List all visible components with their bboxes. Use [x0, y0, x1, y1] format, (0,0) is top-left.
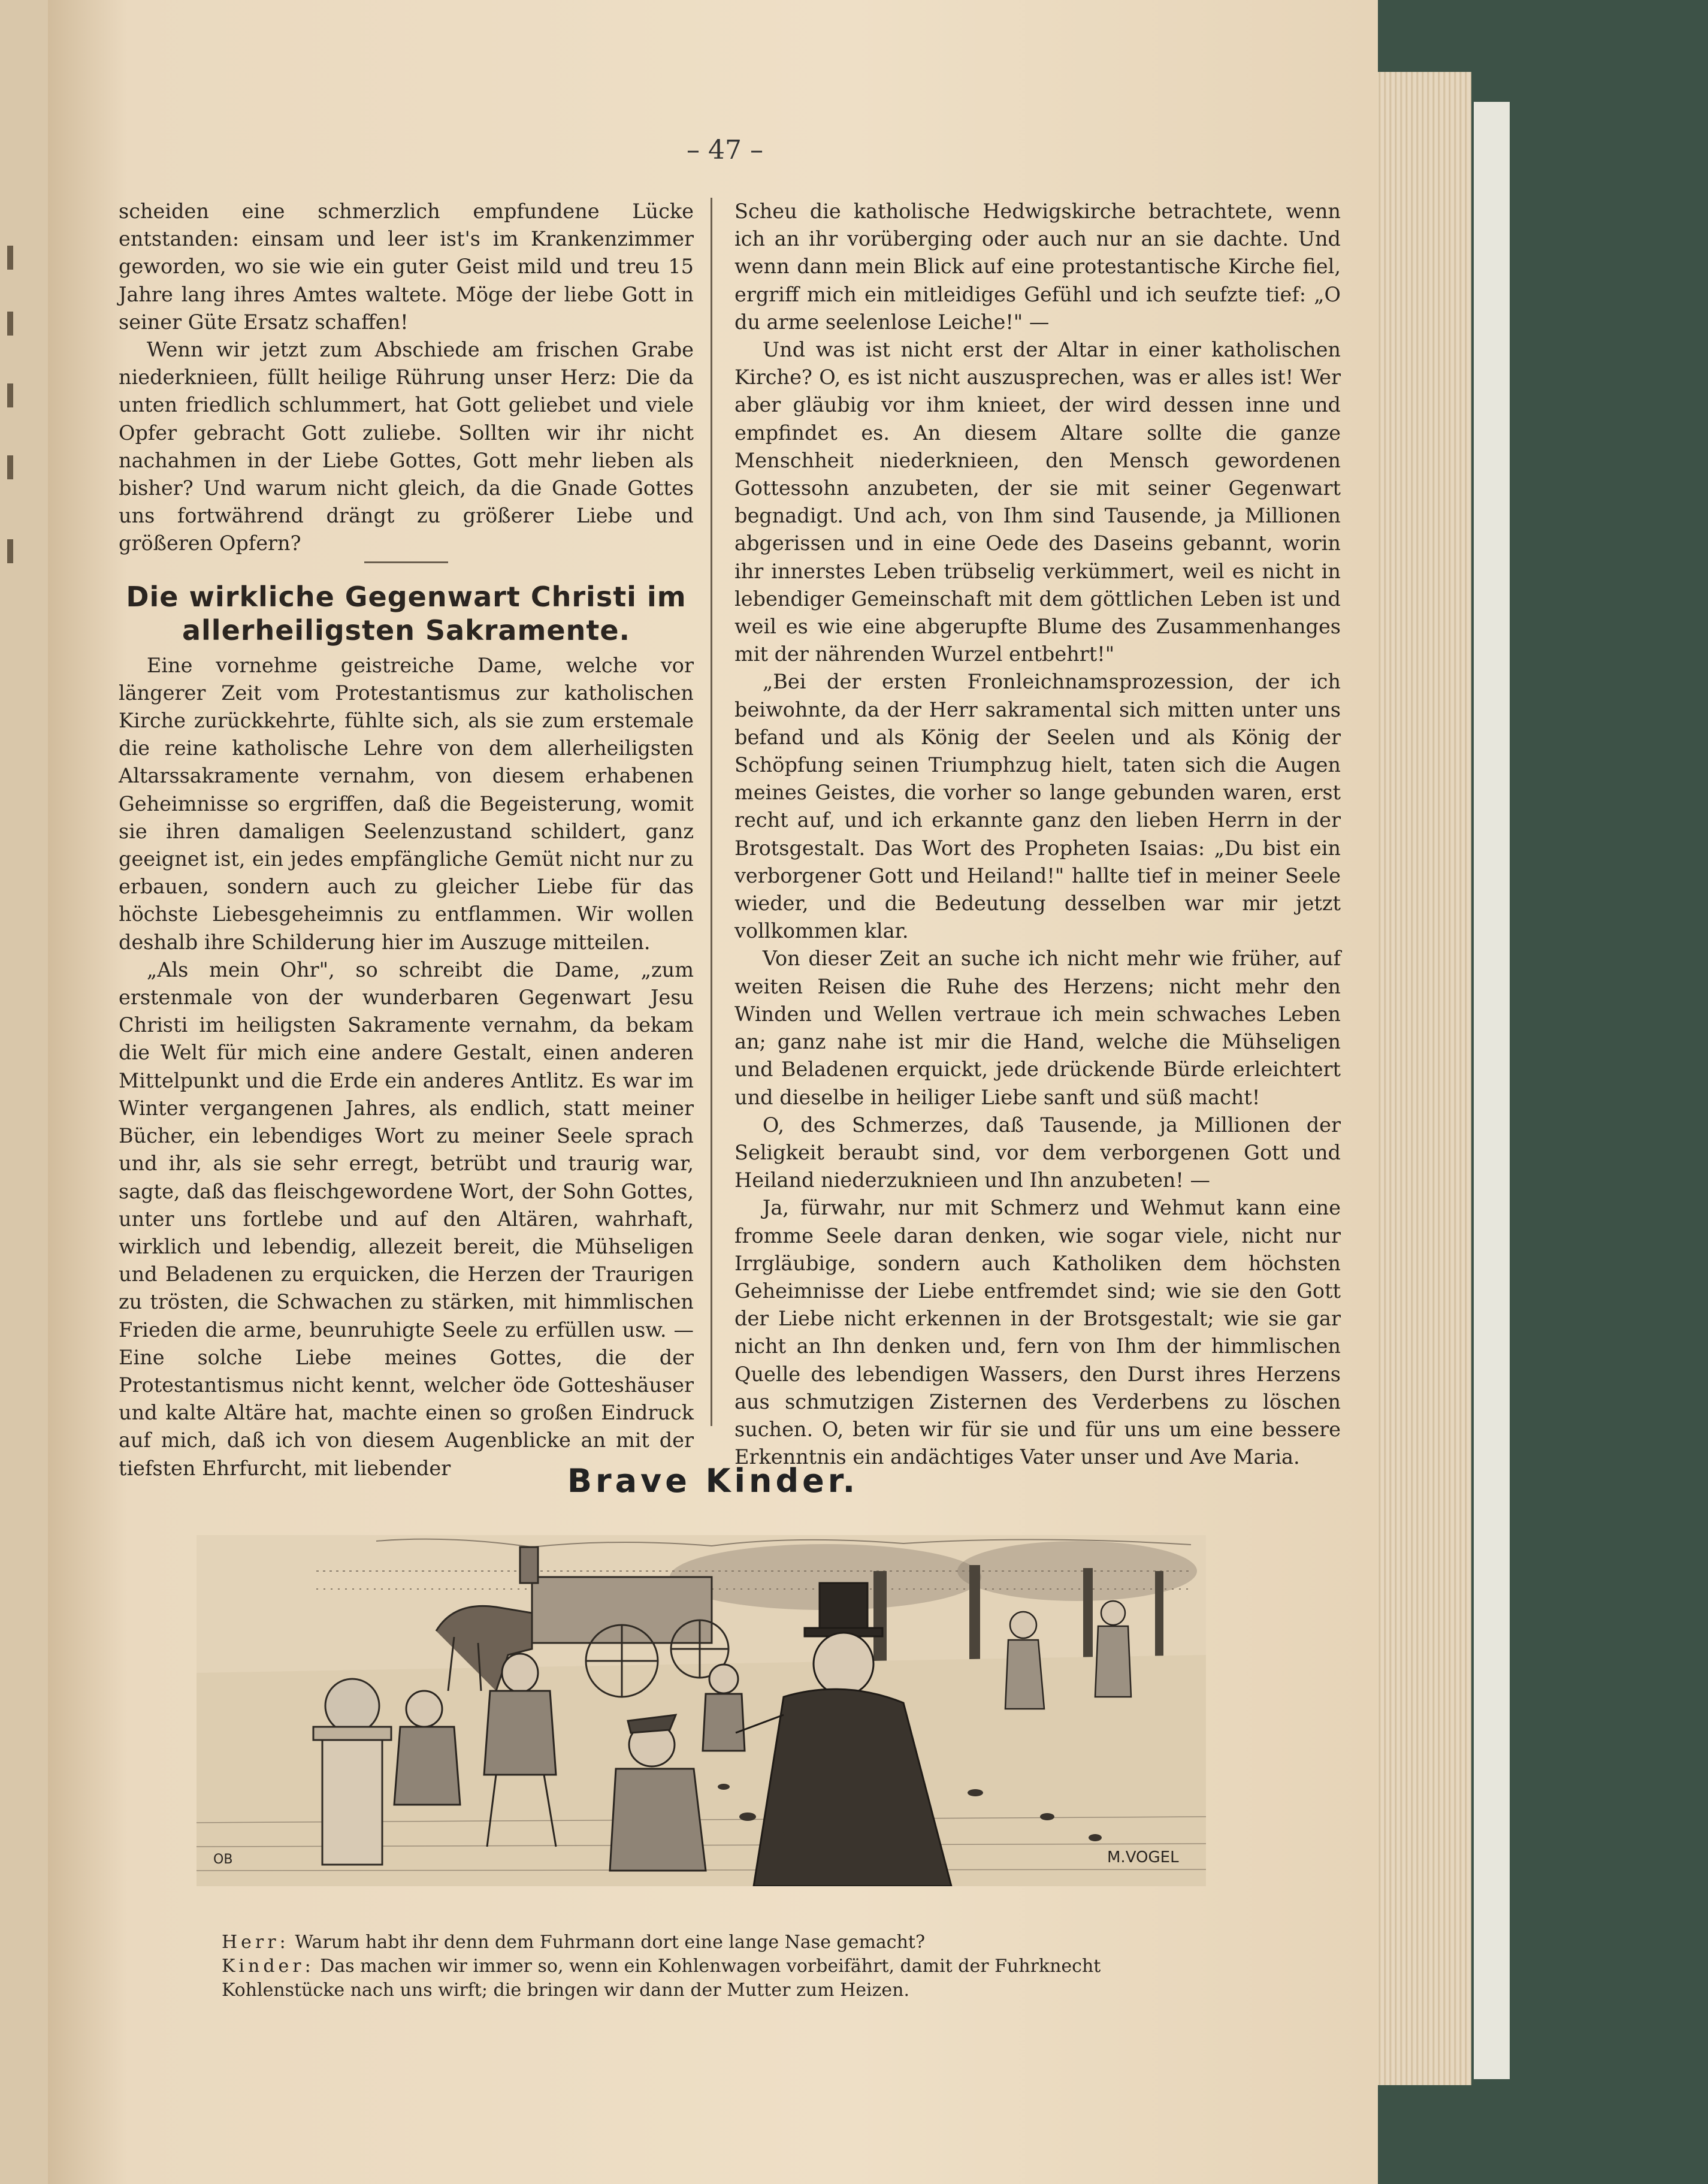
right-paragraph-3: „Bei der ersten Fronleichnamsprozession, der ich beiwohnte, da der Herr sakramental sich mitten unter uns befand und als König der Seelen und als König der Schöpfung seinen Triumphzug hielt, taten sich die Augen meines Geistes, die vorher so lange gebunden waren, erst recht auf, und ich erkannte ganz den lieben Herrn in der Brotsgestalt. Das Wort des Propheten Isaias: „Du bist ein verborgener Gott und Heiland!" hallte tief in meiner Seele wieder, und die Bedeutung desselben war mir jetzt vollkommen klar. [734, 670, 1341, 943]
engraver-monogram: OB [213, 1852, 233, 1867]
right-column [734, 198, 1341, 1471]
page-number: – 47 – [687, 135, 763, 165]
caption-text-1: Warum habt ihr denn dem Fuhrmann dort eine lange Nase gemacht? [295, 1932, 926, 1953]
caption-line-2 [222, 1955, 1204, 2002]
right-paragraph-5: O, des Schmerzes, daß Tausende, ja Millionen der Seligkeit beraubt sind, vor dem verborgenen Gott und Heiland niederzuknieen und Ihn anzubeten! — [734, 1113, 1341, 1192]
right-paragraph-1: Scheu die katholische Hedwigskirche betrachtete, wenn ich an ihr vorüberging oder auch nur an sie dachte. Und wenn dann mein Blick auf eine protestantische Kirche fiel, ergriff mich ein mitleidiges Gefühl und ich seufzte tief: „O du arme seelenlose Leiche!" — [734, 200, 1341, 334]
caption-speaker-2: Kinder: [222, 1956, 315, 1977]
page [48, 0, 1378, 2184]
article-heading: Die wirkliche Gegenwart Christi im allerheiligsten Sakramente. [126, 580, 687, 647]
right-paragraph-2: Und was ist nicht erst der Altar in einer katholischen Kirche? O, es ist nicht auszusprechen, was er alles ist! Wer aber gläubig vor ihm knieet, der wird dessen inne und empfindet es. An diesem Altare sollte die ganze Menschheit niederknieen, den Mensch gewordenen Gottessohn anzubeten, der sie mit seiner Gegenwart begnadigt. Und ach, von Ihm sind Tausende, ja Millionen abgerissen und in eine Oede des Daseins gebannt, worin ihr innerstes Leben trübselig verkümmert, weil es nicht in lebendiger Gemeinschaft mit dem göttlichen Leben ist und weil es wie eine abgerupfte Blume des Zusammenhanges mit der nährenden Wurzel entbehrt!" [734, 338, 1341, 666]
left-paragraph-2: Wenn wir jetzt zum Abschiede am frischen Grabe niederknieen, füllt heilige Rührung unser Herz: Die da unten friedlich schlummert, hat Gott geliebet und viele Opfer gebracht Gott zuliebe. Sollten wir ihr nicht nachahmen in der Liebe Gottes, Gott mehr lieben als bisher? Und warum nicht gleich, da die Gnade Gottes uns fortwährend drängt zu größerer Liebe und größeren Opfern? [119, 338, 694, 555]
column-rule [711, 198, 712, 1426]
illustration-caption [222, 1931, 1204, 2002]
illustration [197, 1535, 1206, 1886]
page-stack-edge [1376, 72, 1471, 2085]
illustration-title: Brave Kinder. [567, 1462, 859, 1500]
section-divider [364, 561, 448, 563]
left-paragraph-3: Eine vornehme geistreiche Dame, welche vor längerer Zeit vom Protestantismus zur katholischen Kirche zurückkehrte, fühlte sich, als sie zum erstemale die reine katholische Lehre von dem allerheiligsten Altarssakramente vernahm, von diesem erhabenen Geheimnisse so ergriffen, daß die Begeisterung, womit sie ihren damaligen Seelenzustand schildert, ganz geeignet ist, ein jedes empfängliche Gemüt nicht nur zu erbauen, sondern auch zu gleicher Liebe für das höchste Liebesgeheimnis zu entflammen. Wir wollen deshalb ihre Schilderung hier im Auszuge mitteilen. [119, 653, 694, 954]
right-paragraph-6: Ja, fürwahr, nur mit Schmerz und Wehmut kann eine fromme Seele daran denken, wie sogar viele, nicht nur Irrgläubige, sondern auch Katholiken dem höchsten Geheimnisse der Liebe entfremdet sind; wie sie den Gott der Liebe nicht erkennen in der Brotsgestalt; wie sie gar nicht an Ihn denken und, fern von Ihm der himmlischen Quelle des lebendigen Wassers, den Durst ihres Herzens aus schmutzigen Zisternen des Verderbens zu löschen suchen. O, beten wir für sie und für uns um eine bessere Erkenntnis ein andächtiges Vater unser und Ave Maria. [734, 1196, 1341, 1469]
illustrator-signature: M.VOGEL [1107, 1848, 1179, 1866]
left-column [119, 198, 694, 1482]
left-paragraph-1: scheiden eine schmerzlich empfundene Lücke entstanden: einsam und leer ist's im Krankenzimmer geworden, wo sie wie ein guter Geist mild und treu 15 Jahre lang ihres Amtes waltete. Möge der liebe Gott in seiner Güte Ersatz schaffen! [119, 200, 694, 334]
right-paragraph-4: Von dieser Zeit an suche ich nicht mehr wie früher, auf weiten Reisen die Ruhe des Herzens; nicht mehr den Winden und Wellen vertraue ich mein schwaches Leben an; ganz nahe ist mir die Hand, welche die Mühseligen und Beladenen erquickt, jede drückende Bürde erleichtert und dieselbe in heiliger Liebe sanft und süß macht! [734, 947, 1341, 1109]
caption-line-1 [222, 1931, 1204, 1955]
endpaper-strip [1474, 102, 1510, 2079]
caption-speaker-1: Herr: [222, 1932, 289, 1953]
left-paragraph-4: „Als mein Ohr", so schreibt die Dame, „zum erstenmale von der wunderbaren Gegenwart Jesu Christi im heiligsten Sakramente vernahm, da bekam die Welt für mich eine andere Gestalt, einen anderen Mittelpunkt und die Erde ein anderes Antlitz. Es war im Winter vergangenen Jahres, als endlich, statt meiner Bücher, ein lebendiges Wort zu meiner Seele sprach und ihr, als sie sehr erregt, betrübt und traurig war, sagte, daß das fleischgewordene Wort, der Sohn Gottes, unter uns fortlebe und auf den Altären, wahrhaft, wirklich und lebendig, allezeit bereit, die Mühseligen und Beladenen zu erquicken, die Herzen der Traurigen zu trösten, die Schwachen zu stärken, mit himmlischen Frieden die arme, beunruhigte Seele zu erfüllen usw. — Eine solche Liebe meines Gottes, die der Protestantismus nicht kennt, welcher öde Gotteshäuser und kalte Altäre hat, machte einen so großen Eindruck auf mich, daß ich von diesem Augenblicke an mit der tiefsten Ehrfurcht, mit liebender [119, 957, 694, 1480]
previous-page-edge [0, 0, 50, 2184]
caption-text-2: Das machen wir immer so, wenn ein Kohlenwagen vorbeifährt, damit der Fuhrknecht Kohlenstücke nach uns wirft; die bringen wir dann der Mutter zum Heizen. [222, 1956, 1101, 2001]
